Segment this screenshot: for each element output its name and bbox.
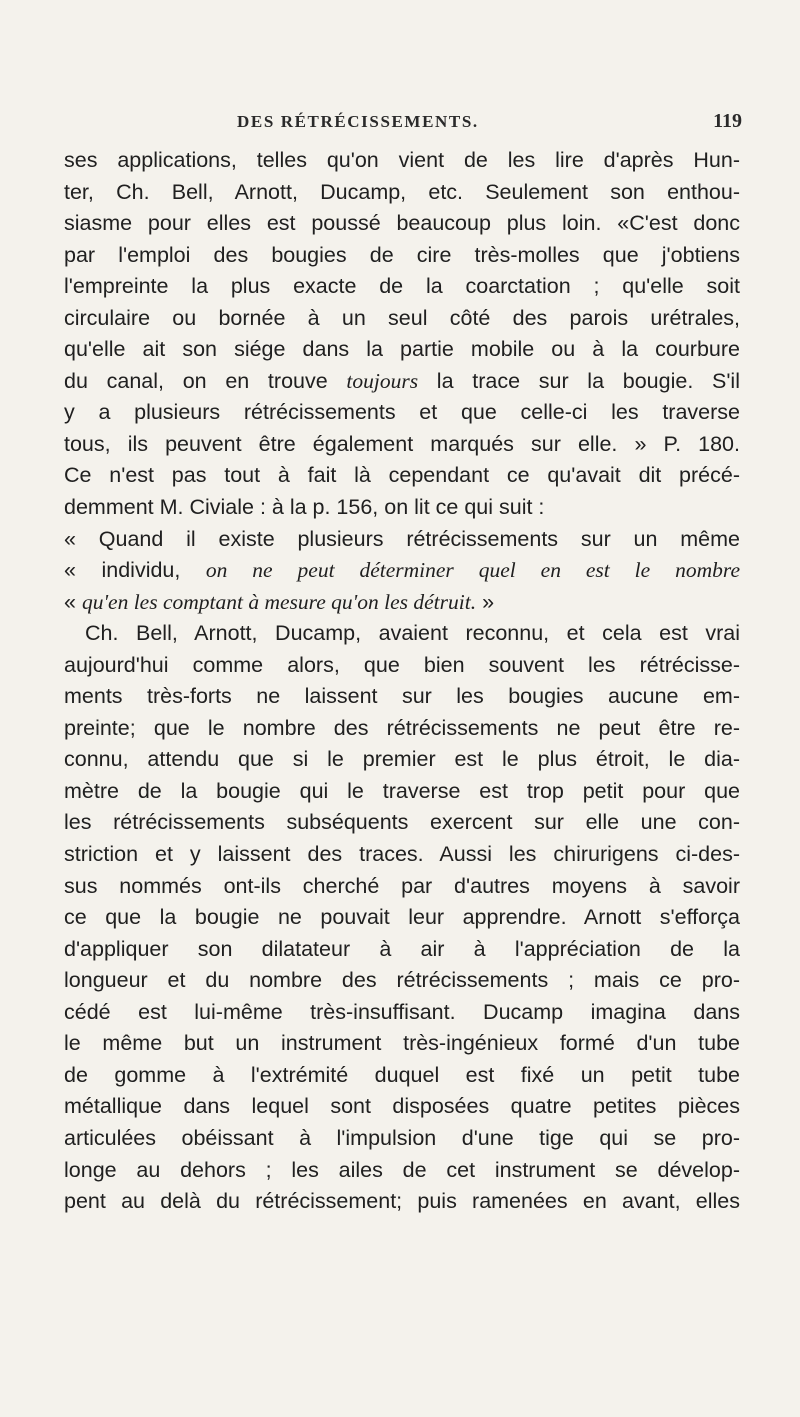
text-line: ments très-forts ne laissent sur les bougies aucune em- <box>64 684 740 709</box>
text-line <box>64 366 740 398</box>
text-line: qu'elle ait son siége dans la partie mobile ou à la courbure <box>64 337 740 362</box>
text-line: preinte; que le nombre des rétrécissements ne peut être re- <box>64 715 740 740</box>
italic-segment: qu'en les comptant à mesure qu'on les détruit. <box>81 589 477 614</box>
text-line: d'appliquer son dilatateur à air à l'appréciation de la <box>64 936 740 961</box>
text-line: longe au dehors ; les ailes de cet instrument se dévelop- <box>64 1157 740 1182</box>
text-line: de gomme à l'extrémité duquel est fixé un petit tube <box>64 1062 740 1087</box>
text-line: mètre de la bougie qui le traverse est trop petit pour que <box>64 778 740 803</box>
body-text <box>64 145 740 1218</box>
text-line: par l'emploi des bougies de cire très-molles que j'obtiens <box>64 242 740 267</box>
text-line: Ch. Bell, Arnott, Ducamp, avaient reconnu, et cela est vrai <box>85 621 740 646</box>
text-line: cédé est lui-même très-insuffisant. Ducamp imagina dans <box>64 999 740 1024</box>
text-line: articulées obéissant à l'impulsion d'une tige qui se pro- <box>64 1125 740 1150</box>
text-line: ter, Ch. Bell, Arnott, Ducamp, etc. Seulement son enthou- <box>64 179 740 204</box>
italic-segment: toujours <box>346 368 419 393</box>
text-segment: la trace sur la bougie. S'il <box>418 368 740 393</box>
running-head <box>0 112 800 138</box>
text-line: striction et y laissent des traces. Aussi les chirurigens ci-des- <box>64 842 740 867</box>
text-line: y a plusieurs rétrécissements et que celle-ci les traverse <box>64 400 740 425</box>
text-line: demment M. Civiale : à la p. 156, on lit ce qui suit : <box>64 495 545 520</box>
text-line: circulaire ou bornée à un seul côté des parois urétrales, <box>64 305 740 330</box>
text-line: siasme pour elles est poussé beaucoup plus loin. «C'est donc <box>64 211 740 236</box>
text-line: connu, attendu que si le premier est le plus étroit, le dia- <box>64 747 740 772</box>
running-title: DES RÉTRÉCISSEMENTS. <box>237 112 479 131</box>
text-line: longueur et du nombre des rétrécissements ; mais ce pro- <box>64 968 740 993</box>
text-line: métallique dans lequel sont disposées quatre petites pièces <box>64 1094 740 1119</box>
text-segment: « <box>64 589 82 614</box>
text-line: « Quand il existe plusieurs rétrécissements sur un même <box>64 526 740 551</box>
text-line: ses applications, telles qu'on vient de les lire d'après Hun- <box>64 148 740 172</box>
text-line: aujourd'hui comme alors, que bien souvent les rétrécisse- <box>64 652 740 677</box>
text-line <box>64 555 740 587</box>
text-line: les rétrécissements subséquents exercent sur elle une con- <box>64 810 740 835</box>
text-segment: du canal, on en trouve <box>64 368 347 393</box>
text-line: tous, ils peuvent être également marqués sur elle. » P. 180. <box>64 431 740 456</box>
text-line: le même but un instrument très-ingénieux formé d'un tube <box>64 1031 740 1056</box>
text-line: Ce n'est pas tout à fait là cependant ce qu'avait dit précé- <box>64 463 740 488</box>
italic-segment: on ne peut déterminer quel en est le nombre <box>205 558 740 583</box>
text-line <box>64 587 740 619</box>
text-line: sus nommés ont-ils cherché par d'autres moyens à savoir <box>64 873 740 898</box>
page-number: 119 <box>713 110 742 132</box>
text-line: l'empreinte la plus exacte de la coarctation ; qu'elle soit <box>64 274 740 299</box>
text-line: ce que la bougie ne pouvait leur apprendre. Arnott s'efforça <box>64 905 740 930</box>
text-line: pent au delà du rétrécissement; puis ramenées en avant, elles <box>64 1189 740 1214</box>
text-segment: « individu, <box>64 558 206 583</box>
text-segment: » <box>476 589 495 614</box>
